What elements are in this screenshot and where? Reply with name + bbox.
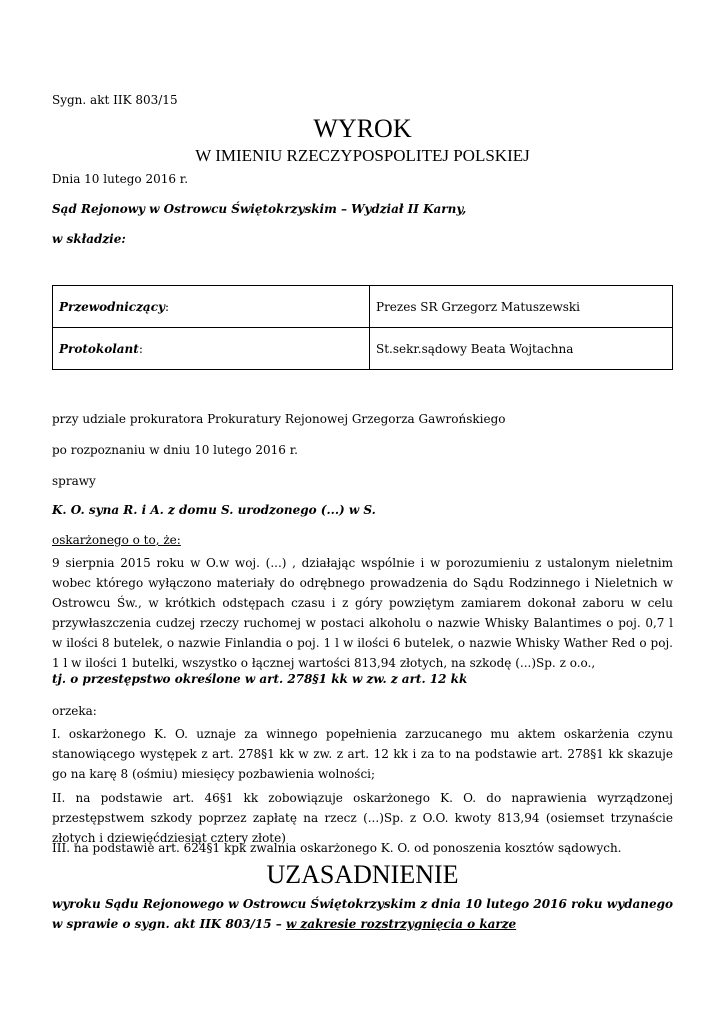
panel-role-cell bbox=[53, 328, 370, 370]
defendant-line: K. O. syna R. i A. z domu S. urodzonego (...) w S. bbox=[52, 503, 376, 517]
verdict-point-1: I. oskarżonego K. O. uznaje za winnego popełnienia zarzucanego mu aktem oskarżenia czynu stanowiącego występek z art. 278§1 kk w zw. z art. 12 kk i za to na podstawie art. 278§1 kk skazuje go na karę 8 (ośmiu) miesięcy pozbawienia wolności; bbox=[52, 727, 673, 781]
justification-scope: w zakresie rozstrzygnięcia o karze bbox=[285, 917, 517, 931]
composition-label: w składzie: bbox=[52, 232, 126, 246]
judgment-subtitle: W IMIENIU RZECZYPOSPOLITEJ POLSKIEJ bbox=[195, 146, 530, 165]
justification-intro-text: wyroku Sądu Rejonowego w Ostrowcu Świętokrzyskim z dnia 10 lutego 2016 roku wydanego w sprawie o sygn. akt IIK 803/15 – bbox=[52, 897, 673, 931]
court-panel-table bbox=[52, 285, 673, 370]
rules-label: orzeka: bbox=[52, 704, 97, 718]
table-row bbox=[53, 328, 673, 370]
panel-role-cell bbox=[53, 286, 370, 328]
presiding-judge-label: Przewodniczący bbox=[59, 299, 165, 314]
offence-line: tj. o przestępstwo określone w art. 278§1 kk w zw. z art. 12 kk bbox=[52, 672, 468, 686]
judgment-date: Dnia 10 lutego 2016 r. bbox=[52, 172, 189, 186]
hearing-line: po rozpoznaniu w dniu 10 lutego 2016 r. bbox=[52, 443, 298, 457]
prosecutor-line: przy udziale prokuratora Prokuratury Rejonowej Grzegorza Gawrońskiego bbox=[52, 412, 506, 426]
label-separator: : bbox=[138, 341, 143, 356]
recorder-name: St.sekr.sądowy Beata Wojtachna bbox=[370, 328, 673, 370]
verdict-point-3: III. na podstawie art. 624§1 kpk zwalnia oskarżonego K. O. od ponoszenia kosztów sądowych. bbox=[52, 841, 622, 855]
facts-paragraph: 9 sierpnia 2015 roku w O.w woj. (...) , działając wspólnie i w porozumieniu z ustalonym nieletnim wobec którego wyłączono materiały do odrębnego prowadzenia do Sądu Rodzinnego i Nieletnich w Ostrowcu Św., w krótkich odstępach czasu i z góry powziętym zamiarem dokonał zaboru w celu przywłaszczenia cudzej rzeczy ruchomej w postaci alkoholu o nazwie Whisky Balantimes o poj. 0,7 l w ilości 8 butelek, o nazwie Finlandia o poj. 1 l w ilości 6 butelek, o nazwie Whisky Wather Red o poj. 1 l w ilości 1 butelki, wszystko o łącznej wartości 813,94 złotych, na szkodę (...)Sp. z o.o., bbox=[52, 556, 673, 670]
case-label: sprawy bbox=[52, 474, 96, 488]
presiding-judge-name: Prezes SR Grzegorz Matuszewski bbox=[370, 286, 673, 328]
case-signature: Sygn. akt IIK 803/15 bbox=[52, 93, 178, 107]
recorder-label: Protokolant bbox=[59, 341, 139, 356]
label-separator: : bbox=[164, 299, 170, 314]
table-row bbox=[53, 286, 673, 328]
court-name: Sąd Rejonowy w Ostrowcu Świętokrzyskim – Wydział II Karny, bbox=[52, 202, 467, 216]
judgment-title: WYROK bbox=[313, 114, 412, 143]
justification-title: UZASADNIENIE bbox=[266, 860, 459, 889]
justification-intro bbox=[52, 894, 673, 934]
verdict-point-2: II. na podstawie art. 46§1 kk zobowiązuje oskarżonego K. O. do naprawienia wyrządzonej przestępstwem szkody poprzez zapłatę na rzecz (...)Sp. z O.O. kwoty 813,94 (osiemset trzynaście złotych i dziewięćdziesiąt cztery złote) bbox=[52, 791, 673, 845]
charged-label: oskarżonego o to, że: bbox=[52, 533, 181, 547]
